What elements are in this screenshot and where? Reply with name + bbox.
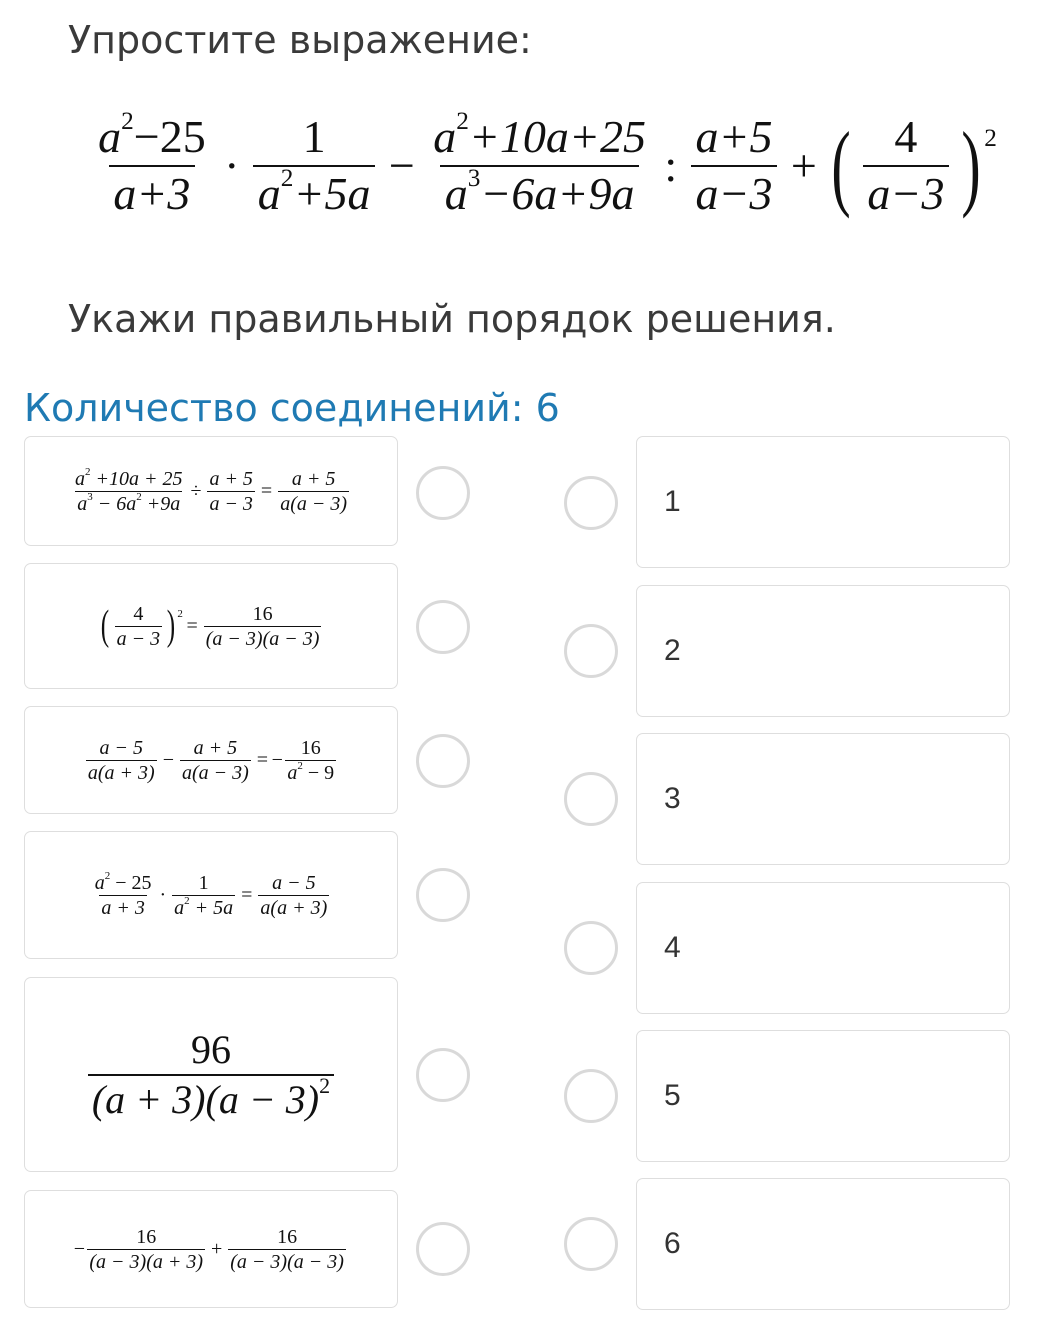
step-number: 6 [664, 1227, 681, 1260]
exponent: 2 [319, 1072, 331, 1098]
left-paren: ( [831, 111, 851, 219]
card-expression [90, 869, 331, 919]
left-card-5[interactable] [24, 977, 398, 1172]
negative-sign: − [271, 748, 283, 771]
right-connector-3[interactable] [564, 772, 618, 826]
term: − 6a [92, 492, 137, 515]
exponent: 2 [297, 759, 303, 772]
numerator: 1 [302, 111, 326, 162]
exponent: 3 [467, 164, 481, 193]
left-card-6[interactable] [24, 1190, 398, 1308]
exponent: 2 [456, 107, 469, 136]
left-paren: ( [101, 603, 110, 649]
left-card-1[interactable] [24, 436, 398, 546]
denominator: (a − 3)(a + 3) [89, 1250, 204, 1273]
operator: − [162, 748, 174, 771]
right-connector-1[interactable] [564, 476, 618, 530]
left-connector-6[interactable] [416, 1222, 470, 1276]
step-number: 3 [664, 782, 681, 815]
denominator: a+3 [109, 165, 195, 220]
var: a [174, 896, 185, 919]
exponent: 2 [280, 164, 294, 193]
prompt-title: Упростите выражение: [68, 18, 532, 62]
var: a [287, 761, 298, 784]
step-number: 2 [664, 634, 681, 667]
term: +5a [293, 168, 371, 220]
left-card-3[interactable] [24, 706, 398, 814]
expr-fraction-2 [253, 112, 375, 220]
connections-count-label: Количество соединений: 6 [24, 386, 560, 430]
term: − 25 [110, 871, 152, 894]
denominator: (a − 3)(a − 3) [205, 627, 320, 650]
var: a [74, 467, 85, 490]
var: a [94, 871, 105, 894]
numerator: a + 5 [291, 467, 336, 490]
operator: · [159, 883, 167, 906]
negative-sign: − [73, 1237, 85, 1260]
var: a [444, 168, 468, 220]
card-expression [74, 1226, 349, 1273]
card-expression: ( $\frac{4}{a - 3}$ ) $^2$ = $\frac{16}{(a - 3)(a - 3)}$ [101, 602, 320, 650]
right-connector-2[interactable] [564, 624, 618, 678]
numerator: 96 [190, 1026, 231, 1072]
right-connector-5[interactable] [564, 1069, 618, 1123]
right-card-6[interactable] [636, 1178, 1010, 1310]
denominator: a − 3 [209, 492, 253, 515]
term: +10a + 25 [90, 467, 183, 490]
numerator: 16 [252, 602, 273, 625]
denominator: a(a + 3) [87, 761, 155, 784]
var: a [77, 492, 88, 515]
term: −25 [133, 111, 206, 162]
exponent: 2 [184, 894, 190, 907]
numerator: a + 5 [193, 736, 238, 759]
exponent: 2 [136, 490, 142, 503]
denominator: a(a − 3) [280, 492, 348, 515]
expr-squared-fraction: ( $\frac{4}{a-3}$ ) $^2$ [831, 111, 997, 220]
card-expression [84, 737, 339, 784]
exponent: 2 [104, 869, 111, 882]
numerator: 1 [198, 871, 209, 894]
main-expression [88, 107, 997, 220]
denominator: (a − 3)(a − 3) [230, 1250, 344, 1273]
exponent: 2 [84, 465, 91, 478]
right-card-4[interactable] [636, 882, 1010, 1014]
denominator: a − 3 [116, 627, 161, 650]
right-card-3[interactable] [636, 733, 1010, 865]
right-connector-6[interactable] [564, 1217, 618, 1271]
left-connector-2[interactable] [416, 600, 470, 654]
operator: : [664, 140, 678, 192]
right-card-1[interactable] [636, 436, 1010, 568]
operator: · [224, 140, 240, 192]
numerator: 16 [277, 1225, 298, 1248]
operator: − [388, 140, 415, 192]
denominator: a(a − 3) [181, 761, 249, 784]
instruction-text: Укажи правильный порядок решения. [68, 297, 836, 341]
term: +10a+25 [468, 111, 646, 162]
numerator: a − 5 [272, 871, 316, 894]
left-card-4[interactable] [24, 831, 398, 959]
var: a [257, 168, 281, 220]
term: −6a+9a [480, 168, 635, 220]
numerator: 4 [894, 111, 918, 162]
left-connector-4[interactable] [416, 868, 470, 922]
denominator: a−3 [691, 165, 777, 220]
left-connector-1[interactable] [416, 466, 470, 520]
left-connector-3[interactable] [416, 734, 470, 788]
right-paren: ) [960, 111, 981, 219]
term: − 9 [302, 761, 335, 784]
numerator: a + 5 [209, 467, 253, 490]
numerator: a − 5 [99, 736, 144, 759]
step-number: 5 [664, 1079, 681, 1112]
numerator: a+5 [695, 111, 773, 162]
step-number: 4 [664, 931, 681, 964]
left-connector-5[interactable] [416, 1048, 470, 1102]
card-expression [71, 465, 352, 515]
expr-fraction-4 [691, 112, 777, 220]
expr-fraction-1 [94, 107, 211, 220]
numerator: 4 [133, 602, 144, 625]
term: + 5a [189, 896, 234, 919]
numerator: 16 [300, 736, 321, 759]
term: +9a [141, 492, 181, 515]
equals: = [256, 748, 269, 771]
denominator: a−3 [863, 165, 949, 220]
right-paren: ) [167, 603, 176, 649]
var: a [433, 111, 457, 162]
operator: ÷ [190, 479, 202, 502]
exponent: 2 [121, 107, 134, 136]
card-expression [83, 1028, 339, 1122]
step-number: 1 [664, 485, 681, 518]
right-card-5[interactable] [636, 1030, 1010, 1162]
var: a [98, 111, 122, 162]
operator: + [790, 140, 817, 192]
term: (a + 3)(a − 3) [91, 1076, 320, 1122]
operator: + [211, 1237, 223, 1260]
left-card-2[interactable] [24, 563, 398, 689]
expr-fraction-5 [863, 112, 949, 220]
equals: = [186, 614, 198, 637]
expr-fraction-3 [429, 107, 651, 220]
right-connector-4[interactable] [564, 921, 618, 975]
denominator: a(a + 3) [260, 896, 328, 919]
equals: = [260, 479, 273, 502]
equals: = [241, 883, 253, 906]
numerator: 16 [136, 1225, 157, 1248]
right-card-2[interactable] [636, 585, 1010, 717]
denominator: a + 3 [101, 896, 145, 919]
exponent: 3 [87, 490, 93, 503]
